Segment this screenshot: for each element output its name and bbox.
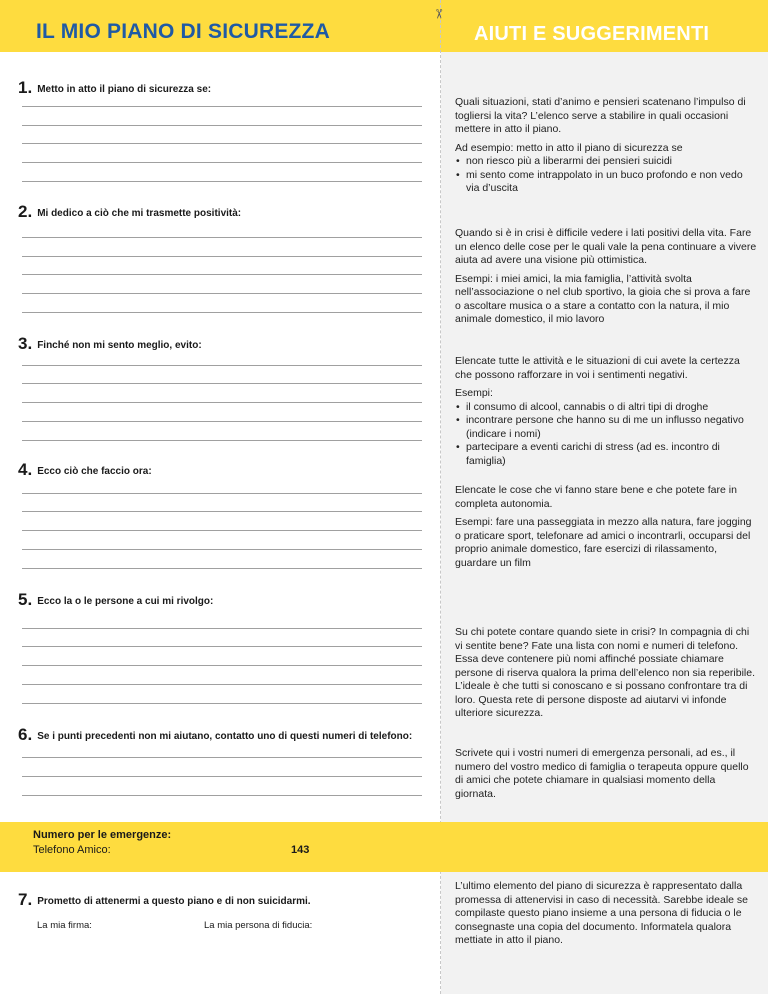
question-number: 6. [18,725,33,744]
help-paragraph: Esempi: [455,387,493,399]
question-text: Ecco la o le persone a cui mi rivolgo: [37,596,214,607]
help-paragraph: Elencate le cose che vi fanno stare bene e che potete fare in completa autonomia. [455,484,737,510]
answer-line[interactable] [22,402,422,403]
help-block-3 [455,355,757,468]
emergency-number: 143 [291,844,310,856]
answer-line[interactable] [22,530,422,531]
help-paragraph: Ad esempio: metto in atto il piano di sicurezza se [455,141,683,154]
answer-line[interactable] [22,568,422,569]
answer-line[interactable] [22,143,422,144]
help-list-item: • partecipare a eventi carichi di stress (ad es. incontro di famiglia) [455,441,757,468]
question-text: Mi dedico a ciò che mi trasmette positività: [37,208,242,219]
answer-line[interactable] [22,665,422,666]
help-list [455,401,757,469]
page-title: IL MIO PIANO DI SICUREZZA [36,20,330,43]
help-paragraph: Esempi: fare una passeggiata in mezzo alla natura, fare jogging o praticare sport, telefonare ad amici o incontrarli, occuparsi del proprio animale domestico, fare esercizi di rilassamento, guardare un film [455,516,752,569]
help-list [455,155,757,196]
answer-line[interactable] [22,181,422,182]
question-text: Metto in atto il piano di sicurezza se: [37,84,212,95]
answer-line[interactable] [22,312,422,313]
question-7 [18,890,311,910]
help-paragraph: Quali situazioni, stati d’animo e pensieri scatenano l’impulso di togliersi la vita? L’elenco serve a stabilire in quali occasioni mettere in atto il piano. [455,96,746,135]
question-1 [18,78,211,98]
help-block-6 [455,747,757,806]
question-3 [18,334,202,354]
answer-line[interactable] [22,440,422,441]
help-paragraph: Esempi: i miei amici, la mia famiglia, l’attività svolta nell’associazione o nel club sportivo, la gioia che si prova a fare o ascoltare musica o a stare a contatto con la natura, il mio animale domestico, il mio lavoro [455,272,751,325]
answer-line[interactable] [22,757,422,758]
question-number: 1. [18,78,33,97]
answer-line[interactable] [22,383,422,384]
help-block-5 [455,626,757,726]
question-number: 7. [18,890,33,909]
answer-line[interactable] [22,365,422,366]
answer-line[interactable] [22,703,422,704]
help-list-item: • non riesco più a liberarmi dei pensieri suicidi [455,155,757,169]
question-6 [18,725,412,745]
answer-line[interactable] [22,256,422,257]
answer-line[interactable] [22,237,422,238]
help-paragraph: Quando si è in crisi è difficile vedere i lati positivi della vita. Fare un elenco delle cose per le quali vale la pena continuare a vivere aiuta ad avere una visione più ottimistica. [455,227,757,266]
trusted-person-label: La mia persona di fiducia: [204,920,313,931]
help-title: AIUTI E SUGGERIMENTI [474,23,710,45]
help-block-1 [455,96,757,196]
answer-line[interactable] [22,421,422,422]
answer-line[interactable] [22,511,422,512]
answer-line[interactable] [22,162,422,163]
help-list-item: • incontrare persone che hanno su di me un influsso negativo (indicare i nomi) [455,414,757,441]
question-text: Ecco ciò che faccio ora: [37,466,152,477]
signature-label: La mia firma: [37,920,92,931]
question-text: Finché non mi sento meglio, evito: [37,340,202,351]
answer-line[interactable] [22,646,422,647]
help-block-2 [455,227,757,332]
question-5 [18,590,213,610]
help-paragraph: Scrivete qui i vostri numeri di emergenza personali, ad es., il numero del vostro medico di famiglia o terapeuta oppure quello di amici che potete chiamare in qualsiasi momento della giornata. [455,747,749,800]
answer-line[interactable] [22,106,422,107]
help-paragraph: Su chi potete contare quando siete in crisi? In compagnia di chi vi sentite bene? Fate una lista con nomi e numeri di telefono. Essa deve contenere più nomi affinché possiate chiamare persone di riserva qualora la prima dell’elenco non sia reperibile. L’ideale è che tutti si conoscano e si possano confrontare tra di loro. Questa rete di persone disposte ad aiutarvi vi infonde ulteriore sicurezza. [455,626,755,719]
answer-line[interactable] [22,628,422,629]
help-paragraph: Elencate tutte le attività e le situazioni di cui avete la certezza che possono rafforzare in voi i sentimenti negativi. [455,355,740,381]
help-list-item: • mi sento come intrappolato in un buco profondo e non vedo via d’uscita [455,169,757,196]
answer-line[interactable] [22,549,422,550]
emergency-label: Telefono Amico: [33,844,111,856]
question-number: 2. [18,202,33,221]
question-text: Prometto di attenermi a questo piano e di non suicidarmi. [37,896,311,907]
emergency-title: Numero per le emergenze: [33,829,172,841]
question-text: Se i punti precedenti non mi aiutano, contatto uno di questi numeri di telefono: [37,731,413,742]
answer-line[interactable] [22,795,422,796]
answer-line[interactable] [22,493,422,494]
scissors-icon: ✂ [431,8,447,20]
answer-line[interactable] [22,125,422,126]
answer-line[interactable] [22,293,422,294]
answer-line[interactable] [22,776,422,777]
help-block-7 [455,880,757,953]
question-number: 3. [18,334,33,353]
help-paragraph: L’ultimo elemento del piano di sicurezza è rappresentato dalla promessa di attenervisi in caso di necessità. Sarebbe ideale se compilaste questo piano insieme a una persona di fiducia o le consegnaste una copia del documento. Informatela qualora mettiate in atto il piano. [455,880,748,946]
help-block-4 [455,484,757,575]
help-list-item: • il consumo di alcool, cannabis o di altri tipi di droghe [455,401,757,415]
question-number: 5. [18,590,33,609]
question-2 [18,202,241,222]
answer-line[interactable] [22,274,422,275]
question-4 [18,460,152,480]
question-number: 4. [18,460,33,479]
emergency-band-right [441,822,768,872]
answer-line[interactable] [22,684,422,685]
